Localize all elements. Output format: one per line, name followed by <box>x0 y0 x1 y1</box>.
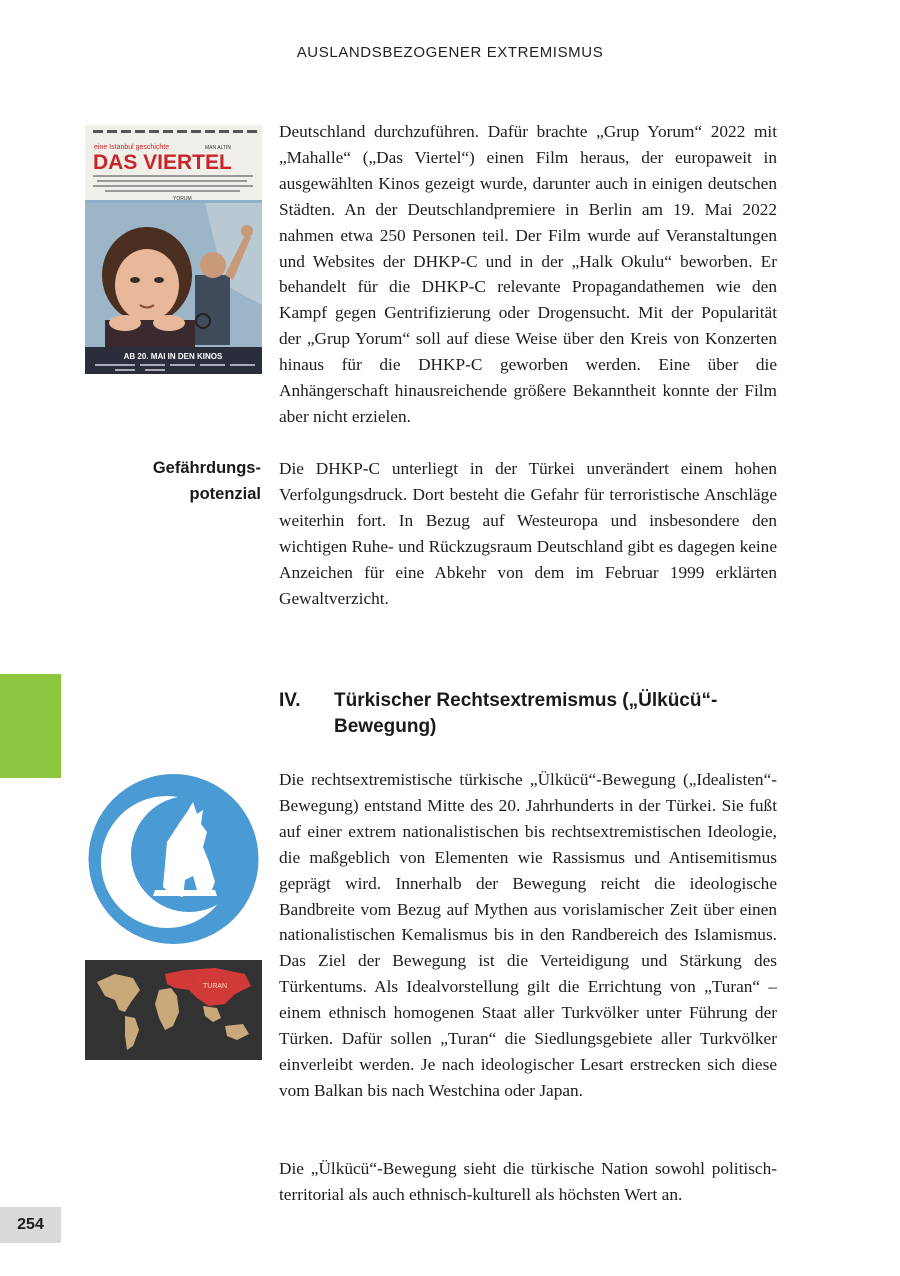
map-label: TURAN <box>203 983 228 990</box>
poster-title: DAS VIERTEL <box>93 151 232 174</box>
page-number: 254 <box>0 1207 61 1243</box>
paragraph-turkish-nation: Die „Ülkücü“-Bewegung sieht die türkische Nation sowohl politisch-territorial als auch ethnisch-kulturell als höchsten Wert an. <box>279 1159 777 1204</box>
running-head: AUSLANDSBEZOGENER EXTREMISMUS <box>296 44 604 61</box>
grey-wolves-emblem-image <box>85 772 262 946</box>
film-poster-image <box>85 125 262 374</box>
section-title: Türkischer Rechtsextremismus („Ülkücü“-Bewegung) <box>334 690 718 737</box>
paragraph-uelkuecue-movement: Die rechtsextremistische türkische „Ülkücü“-Bewegung („Idealisten“-Bewegung) entstand Mitte des 20. Jahrhunderts in der Türkei. Sie fußt auf einer extrem nationalistischen bis rechtsextremistischen Ideologie, die maßgeblich von Elementen wie Rassismus und Antisemitismus geprägt wird. Innerhalb der Bewegung reicht die ideologische Bandbreite vom Bezug auf Mythen aus vorislamischer Zeit über einen nationalistischen Kemalismus bis in den Randbereich des Islamismus. Das Ziel der Bewegung ist die Verteidigung und Stärkung des Türkentums. Als Idealvorstellung gilt die Errichtung von „Turan“ – einem ethnisch homogenen Staat aller Turkvölker unter Führung der Türken. Dafür sollen „Turan“ die Siedlungsgebiete aller Turkvölker einverleibt werden. Je nach ideologischer Lesart erstrecken sich diese vom Balkan bis nach Westchina oder Japan. <box>279 770 777 1100</box>
paragraph-threat-potential: Die DHKP-C unterliegt in der Türkei unverändert einem hohen Verfolgungsdruck. Dort besteht die Gefahr für terroristische Anschläge weiterhin fort. In Bezug auf Westeuropa und insbesondere den wichtigen Ruhe- und Rückzugsraum Deutschland gibt es dagegen keine Anzeichen für eine Abkehr von dem im Februar 1999 erklärten Gewaltverzicht. <box>279 459 777 608</box>
poster-tagline: eine Istanbul geschichte <box>94 144 170 151</box>
paragraph-film-campaign: Deutschland durchzuführen. Dafür brachte „Grup Yorum“ 2022 mit „Mahalle“ („Das Viertel“) einen Film heraus, der europaweit in ausgewählten Kinos gezeigt wurde, darunter auch in einigen deutschen Städten. An der Deutschlandpremiere in Berlin am 19. Mai 2022 nahmen etwa 250 Personen teil. Der Film wurde auf Veranstaltungen und Websites der DHKP-C und in der „Halk Okulu“ beworben. Er behandelt für die DHKP-C relevante Propagandathemen wie den Kampf gegen Gentrifizierung oder Drogensucht. Mit der Popularität der „Grup Yorum“ soll auf diese Weise über den Kreis von Konzerten hinaus für die DHKP-C geworben werden. Eine über die Anhängerschaft hinausreichende größere Bekanntheit konnte der Film aber nicht erzielen. <box>279 122 777 426</box>
turan-map-image <box>85 960 262 1060</box>
poster-director: MAN ALTIN <box>205 145 232 151</box>
chapter-tab <box>0 674 61 778</box>
margin-label-threat-potential: Gefährdungspotenzial <box>152 459 261 503</box>
poster-release: AB 20. MAI IN DEN KINOS <box>123 352 223 361</box>
svg-text:YORUM: YORUM <box>173 196 192 202</box>
section-number: IV. <box>279 690 301 711</box>
